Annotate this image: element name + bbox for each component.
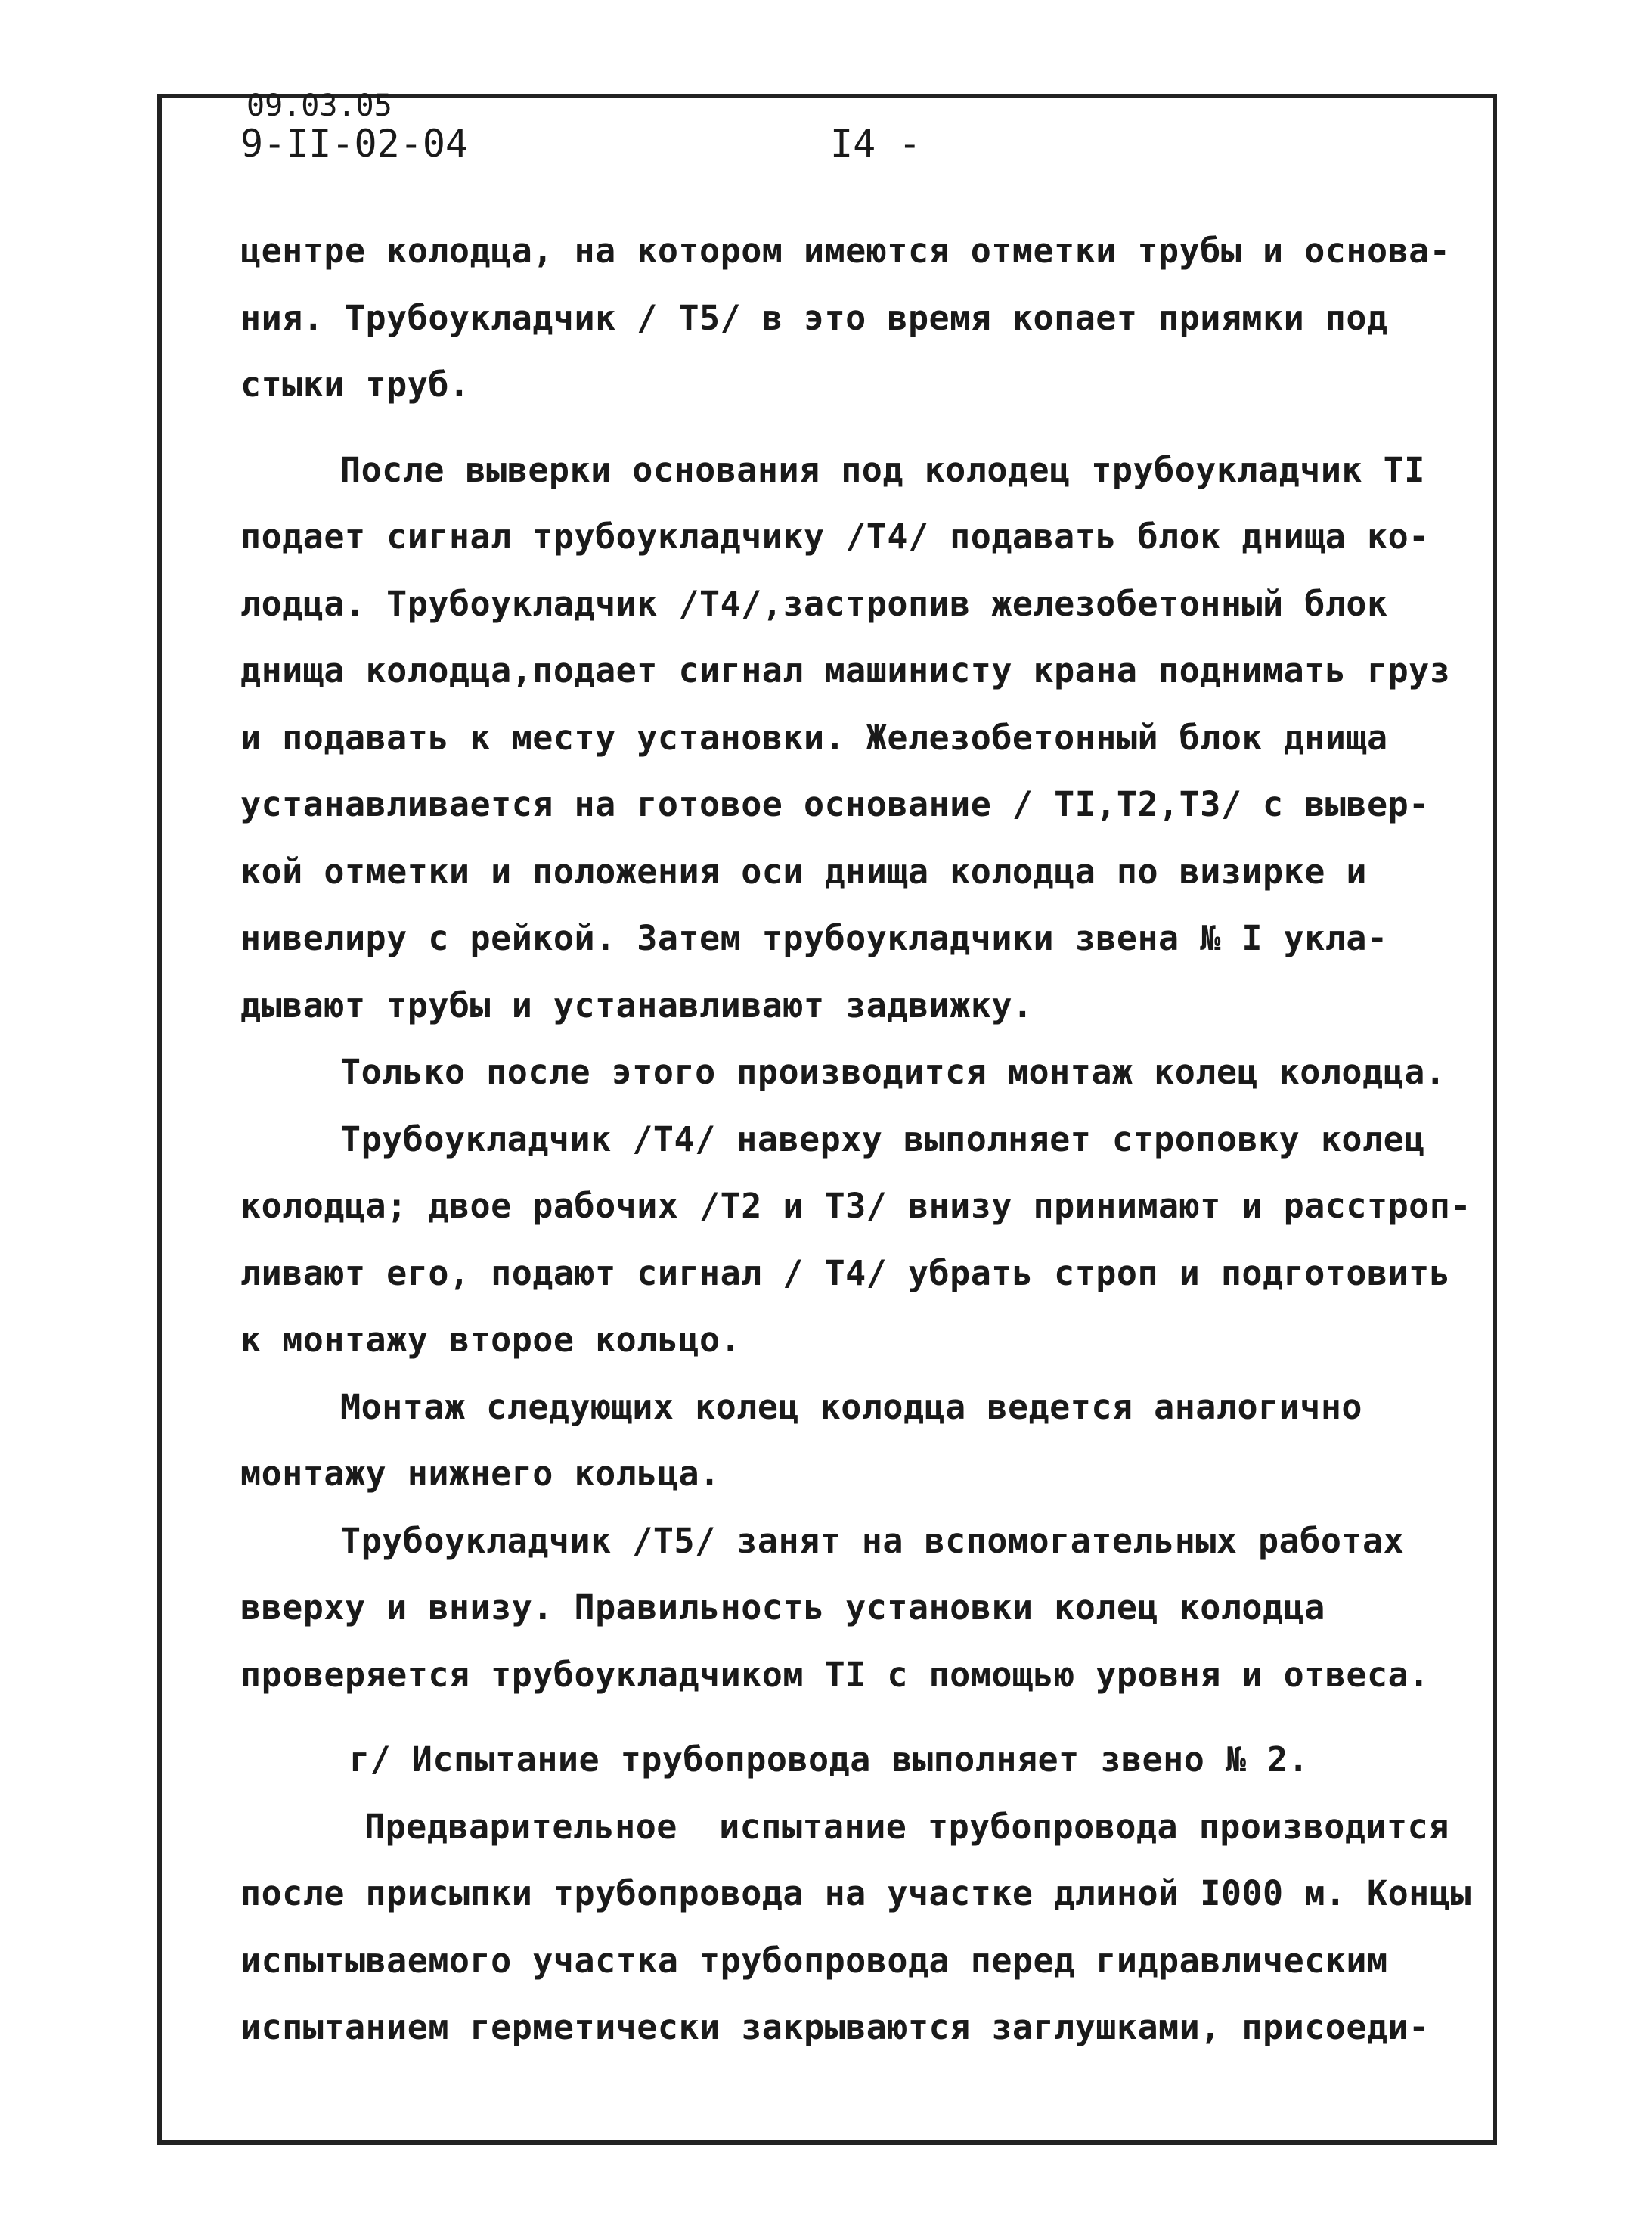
margin-mark — [157, 2057, 162, 2140]
text-line: и подавать к месту установки. Железобетонный блок днища — [240, 717, 1388, 758]
text-line: к монтажу второе кольцо. — [240, 1320, 742, 1360]
text-line: кой отметки и положения оси днища колодца по визирке и — [240, 851, 1367, 892]
text-line: испытываемого участка трубопровода перед гидравлическим — [240, 1940, 1388, 1981]
text-line: колодца; двое рабочих /T2 и T3/ внизу принимают и расстроп- — [240, 1186, 1471, 1226]
text-line: Трубоукладчик /T5/ занят на вспомогательных работах — [340, 1520, 1405, 1561]
text-line: ния. Трубоукладчик / T5/ в это время копает приямки под — [240, 297, 1388, 338]
text-line: Монтаж следующих колец колодца ведется аналогично — [340, 1386, 1363, 1427]
text-line: подает сигнал трубоукладчику /T4/ подавать блок днища ко- — [240, 517, 1430, 557]
text-line: лодца. Трубоукладчик /T4/,застропив железобетонный блок — [240, 583, 1388, 624]
text-line: Только после этого производится монтаж колец колодца. — [340, 1052, 1446, 1092]
text-line: ливают его, подают сигнал / T4/ убрать строп и подготовить — [240, 1252, 1451, 1293]
date-code: 09.03.05 — [246, 88, 392, 123]
text-line: Трубоукладчик /T4/ наверху выполняет строповку колец — [340, 1119, 1425, 1159]
text-line: Предварительное испытание трубопровода производится — [364, 1806, 1449, 1847]
margin-mark — [157, 522, 162, 673]
text-line: монтажу нижнего кольца. — [240, 1454, 721, 1494]
text-line: дывают трубы и устанавливают задвижку. — [240, 985, 1034, 1025]
text-line: стыки труб. — [240, 365, 470, 405]
text-line: испытанием герметически закрываются заглушками, присоеди- — [240, 2007, 1430, 2047]
text-line: центре колодца, на котором имеются отметки трубы и основа- — [240, 231, 1451, 271]
body-text — [240, 218, 1471, 2062]
text-line: После выверки основания под колодец трубоукладчик TI — [340, 449, 1425, 490]
text-line: днища колодца,подает сигнал машинисту крана поднимать груз — [240, 650, 1451, 690]
text-line: устанавливается на готовое основание / TI,T2,T3/ с вывер- — [240, 784, 1430, 824]
section-heading: г/ Испытание трубопровода выполняет звено № 2. — [349, 1739, 1310, 1779]
text-line: после присыпки трубопровода на участке длиной I000 м. Концы — [240, 1873, 1471, 1913]
document-code: 9-II-02-04 — [240, 122, 469, 166]
text-line: нивелиру с рейкой. Затем трубоукладчики звена № I укла- — [240, 918, 1388, 958]
page-number: I4 - — [830, 122, 922, 166]
text-line: проверяется трубоукладчиком TI с помощью уровня и отвеса. — [240, 1654, 1430, 1695]
text-line: вверху и внизу. Правильность установки колец колодца — [240, 1587, 1325, 1627]
